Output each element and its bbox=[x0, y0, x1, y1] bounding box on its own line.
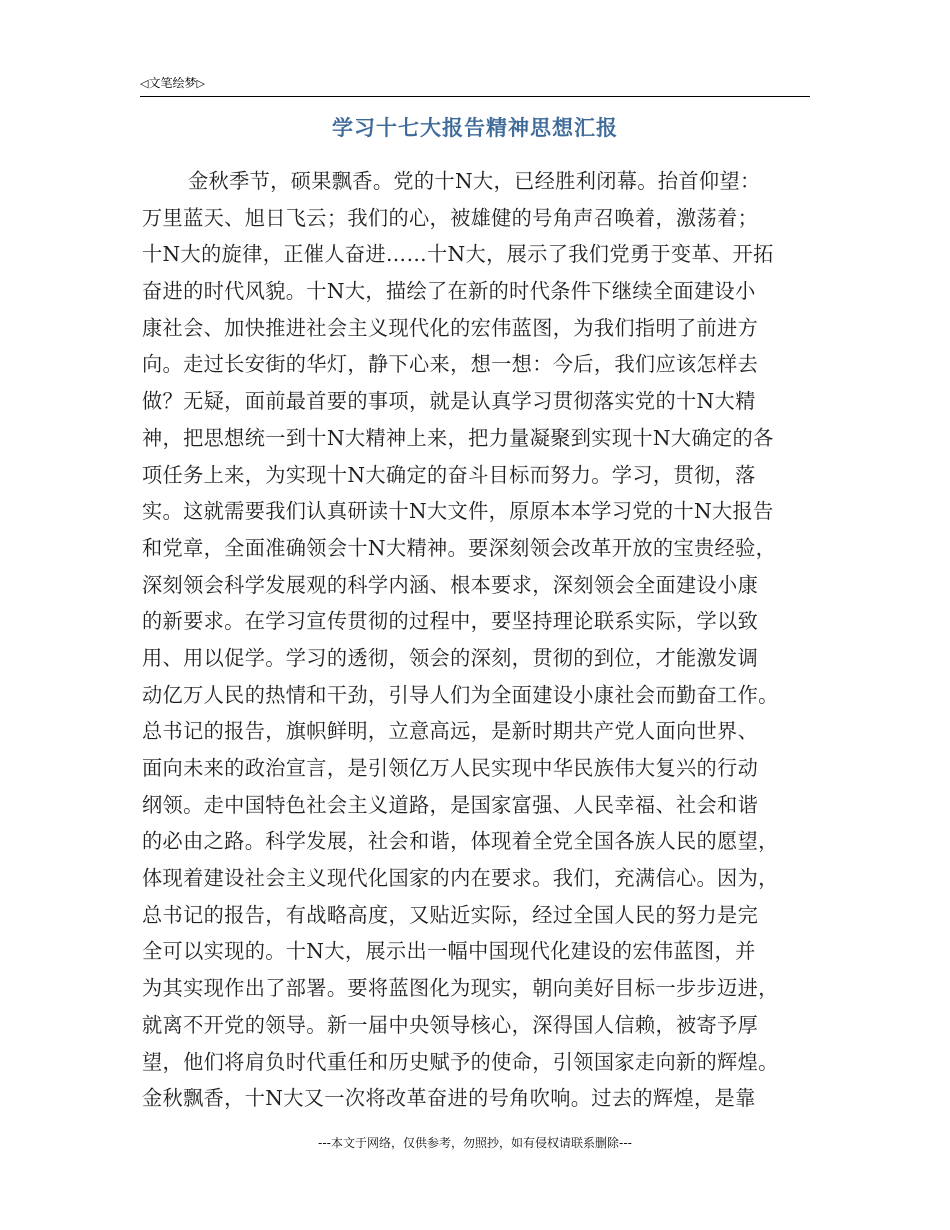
text-line: 奋进的时代风貌。十N大，描绘了在新的时代条件下继续全面建设小 bbox=[142, 279, 756, 304]
text-line: 纲领。走中国特色社会主义道路，是国家富强、人民幸福、社会和谐 bbox=[142, 792, 759, 817]
text-line: 总书记的报告，旗帜鲜明，立意高远，是新时期共产党人面向世界、 bbox=[142, 719, 759, 744]
text-line: 为其实现作出了部署。要将蓝图化为现实，朝向美好目标一步步迈进， bbox=[142, 976, 779, 1001]
text-line: 项任务上来，为实现十N大确定的奋斗目标而努力。学习，贯彻，落 bbox=[142, 462, 756, 487]
text-line: 动亿万人民的热情和干劲，引导人们为全面建设小康社会而勤奋工作。 bbox=[142, 682, 779, 707]
page-footer: ---本文于网络，仅供参考，勿照抄，如有侵权请联系删除--- bbox=[318, 1136, 632, 1150]
right-triangle-icon: ▷ bbox=[196, 77, 205, 90]
text-line: 的新要求。在学习宣传贯彻的过程中，要坚持理论联系实际，学以致 bbox=[142, 609, 759, 634]
text-line: 做？无疑，面前最首要的事项，就是认真学习贯彻落实党的十N大精 bbox=[142, 389, 756, 414]
text-line: 望，他们将肩负时代重任和历史赋予的使命，引领国家走向新的辉煌。 bbox=[142, 1049, 779, 1074]
text-line: 就离不开党的领导。新一届中央领导核心，深得国人信赖，被寄予厚 bbox=[142, 1012, 759, 1037]
text-line: 十N大的旋律，正催人奋进……十N大，展示了我们党勇于变革、开拓 bbox=[142, 242, 774, 267]
text-line: 万里蓝天、旭日飞云；我们的心，被雄健的号角声召唤着，激荡着； bbox=[142, 205, 759, 230]
brand-text: 文笔绘梦 bbox=[148, 76, 197, 90]
text-line: 金秋季节，硕果飘香。党的十N大，已经胜利闭幕。抬首仰望： bbox=[188, 169, 761, 193]
text-line: 体现着建设社会主义现代化国家的内在要求。我们，充满信心。因为， bbox=[142, 866, 779, 891]
text-line: 总书记的报告，有战略高度，又贴近实际，经过全国人民的努力是完 bbox=[142, 902, 759, 927]
text-line: 实。这就需要我们认真研读十N大文件，原原本本学习党的十N大报告 bbox=[142, 499, 774, 524]
page-header bbox=[140, 74, 810, 97]
header-brand bbox=[140, 74, 205, 93]
document-title: 学习十七大报告精神思想汇报 bbox=[332, 115, 618, 140]
text-line: 全可以实现的。十N大，展示出一幅中国现代化建设的宏伟蓝图，并 bbox=[142, 939, 756, 964]
text-line: 金秋飘香，十N大又一次将改革奋进的号角吹响。过去的辉煌，是靠 bbox=[142, 1086, 756, 1111]
text-line: 深刻领会科学发展观的科学内涵、根本要求，深刻领会全面建设小康 bbox=[142, 572, 759, 597]
text-line: 用、用以促学。学习的透彻，领会的深刻，贯彻的到位，才能激发调 bbox=[142, 645, 759, 670]
text-line: 的必由之路。科学发展，社会和谐，体现着全党全国各族人民的愿望， bbox=[142, 829, 779, 854]
text-line: 向。走过长安街的华灯，静下心来，想一想：今后，我们应该怎样去 bbox=[142, 352, 759, 377]
left-triangle-icon: ◁ bbox=[140, 77, 149, 90]
text-line: 面向未来的政治宣言，是引领亿万人民实现中华民族伟大复兴的行动 bbox=[142, 756, 759, 780]
text-line: 和党章，全面准确领会十N大精神。要深刻领会改革开放的宝贵经验， bbox=[142, 535, 777, 560]
text-line: 神，把思想统一到十N大精神上来，把力量凝聚到实现十N大确定的各 bbox=[142, 425, 774, 450]
text-line: 康社会、加快推进社会主义现代化的宏伟蓝图，为我们指明了前进方 bbox=[142, 315, 759, 340]
document-body bbox=[142, 163, 810, 1117]
